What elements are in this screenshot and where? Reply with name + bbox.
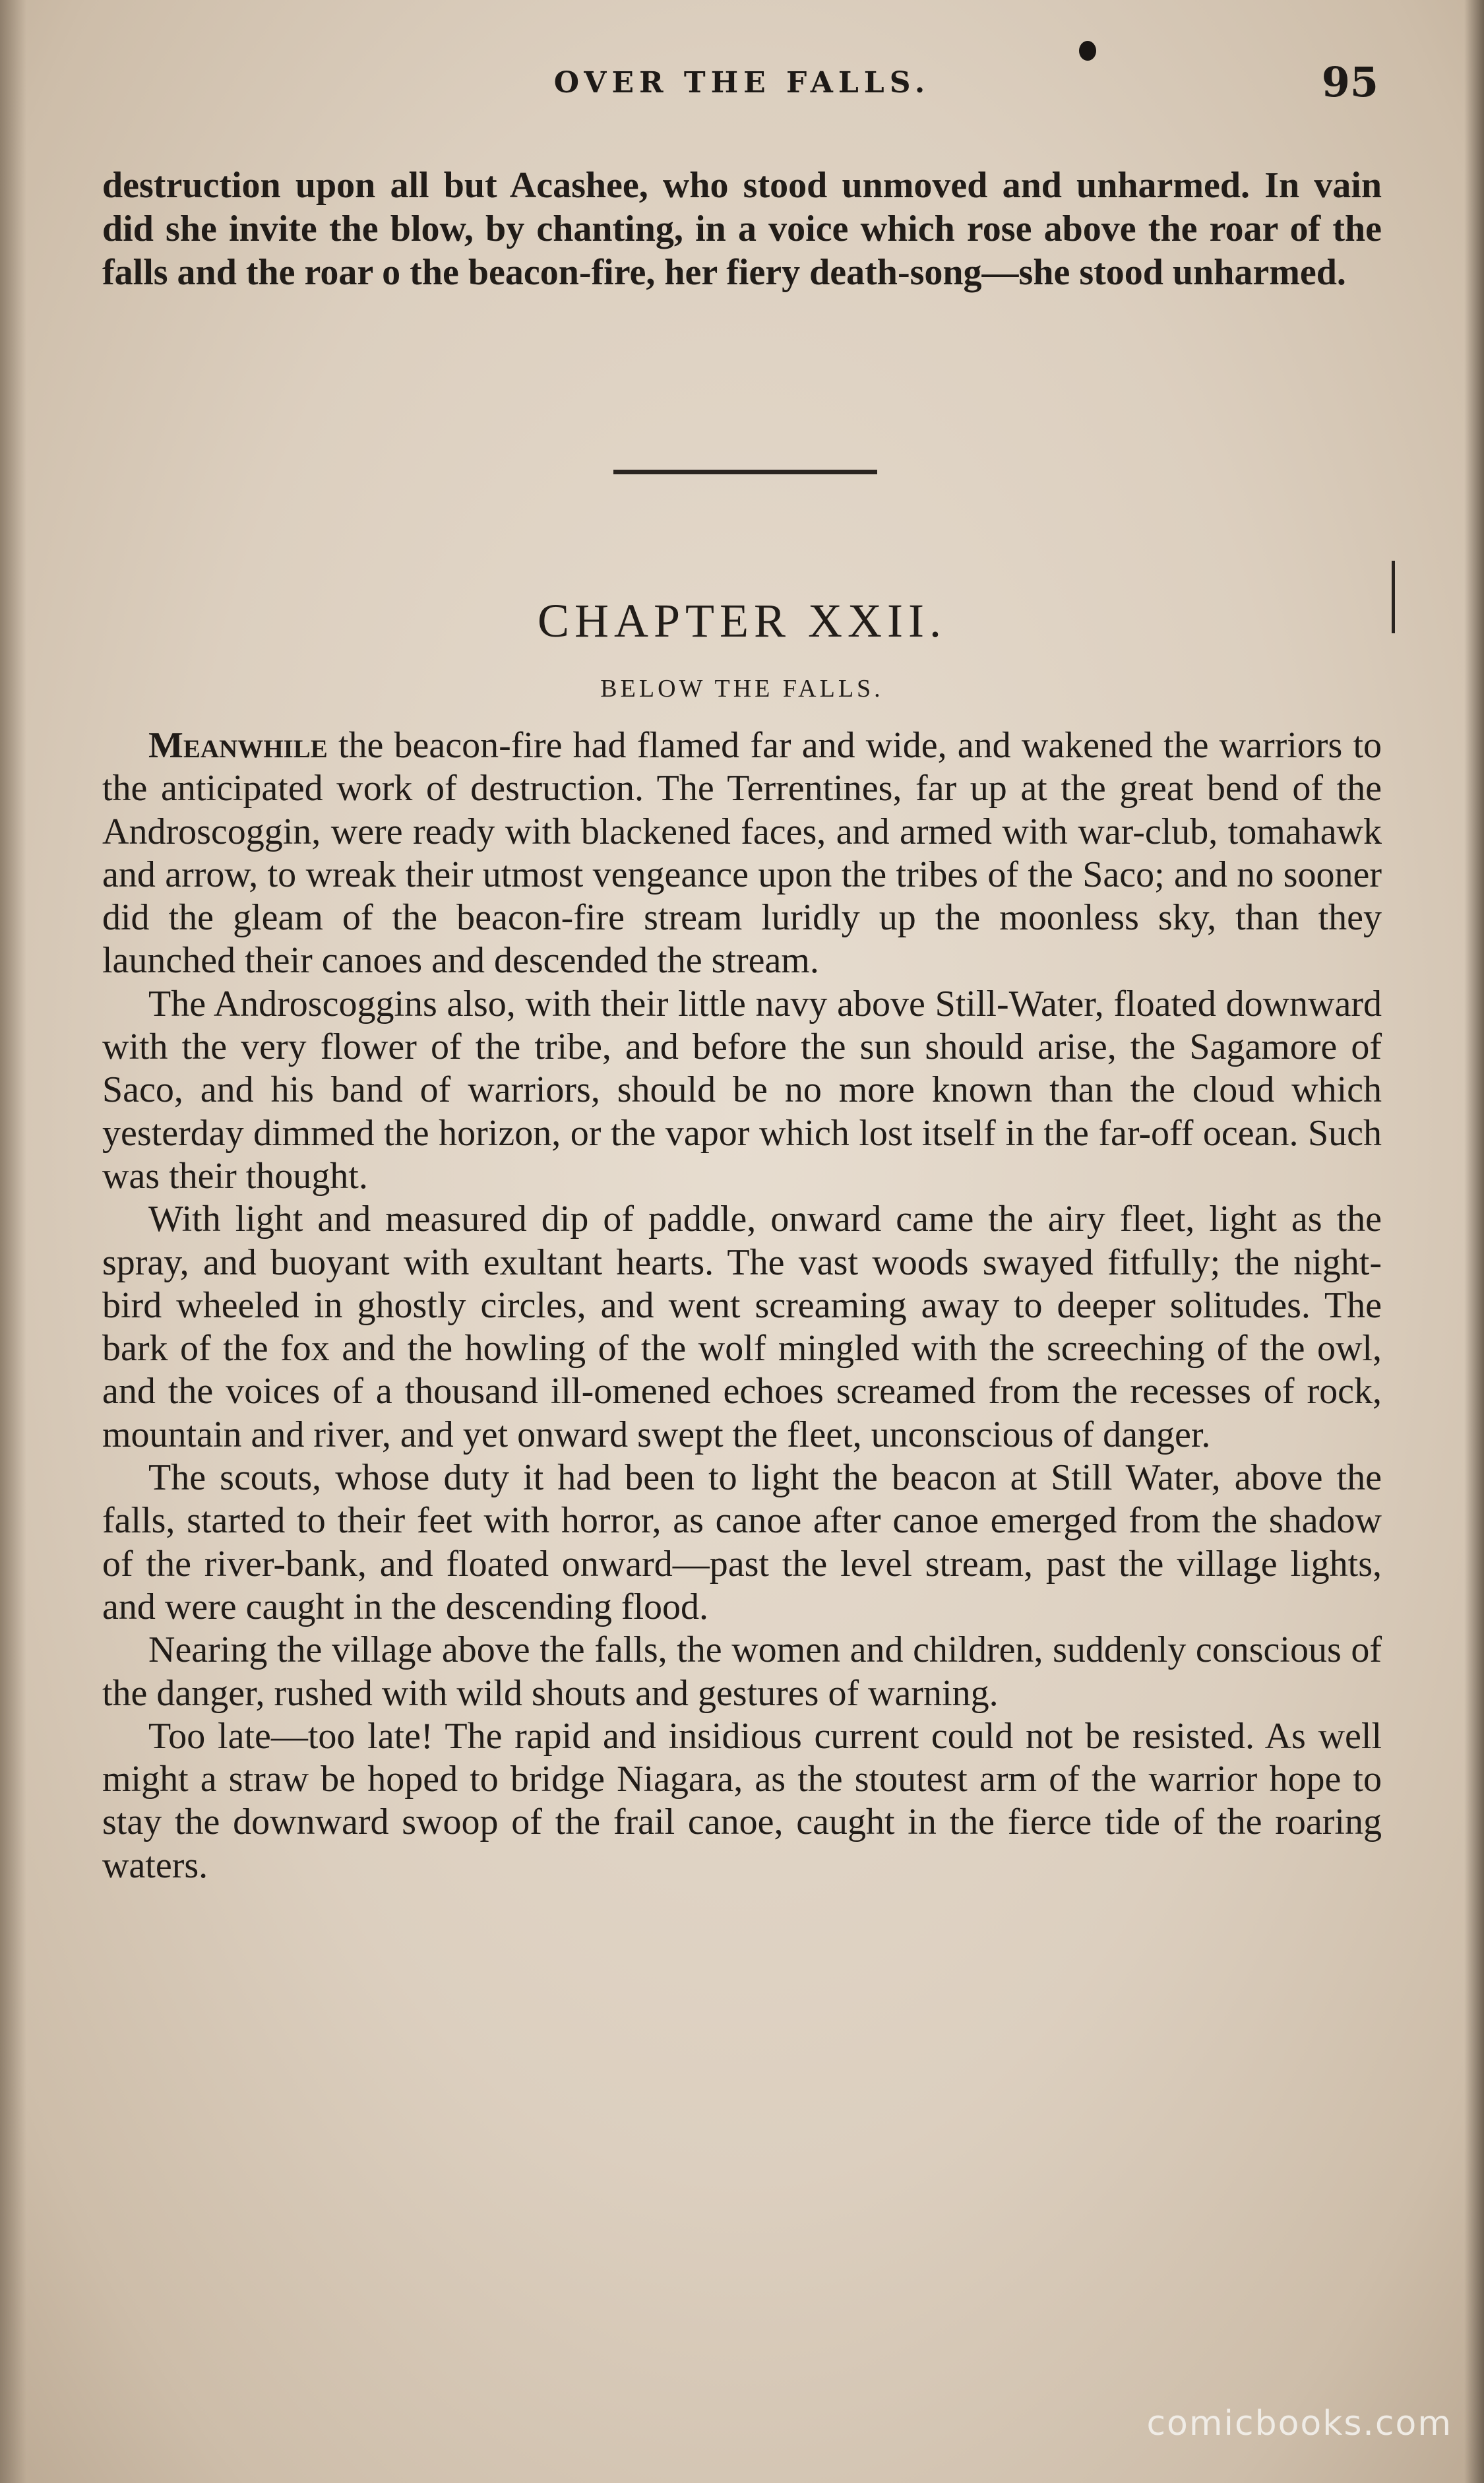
running-head: OVER THE FALLS.	[553, 66, 931, 100]
watermark: comicbooks.com	[1146, 2404, 1452, 2443]
chapter-body	[102, 724, 1382, 1887]
section-divider-rule	[613, 470, 877, 474]
paragraph-4: The scouts, whose duty it had been to light the beacon at Still Water, above the falls, started to their feet with horror, as canoe after canoe emerged from the shadow of the river-bank, and floated onward—past the level stream, past the village lights, and were caught in the descending flood.	[102, 1457, 1382, 1627]
ink-spot	[1079, 41, 1096, 61]
chapter-title: CHAPTER XXII.	[538, 594, 946, 647]
page-edge-shadow-left	[0, 0, 26, 2483]
paragraph-5: Nearing the village above the falls, the women and children, suddenly conscious of the danger, rushed with wild shouts and gestures of warning.	[102, 1629, 1382, 1714]
continuation-paragraph: destruction upon all but Acashee, who stood unmoved and unharmed. In vain did she invite the blow, by chanting, in a voice which rose above the roar of the falls and the roar o the beacon-fire, her fiery death-song—she stood unharmed.	[102, 165, 1382, 293]
paragraph-6: Too late—too late! The rapid and insidious current could not be resisted. As well might a straw be hoped to bridge Niagara, as the stoutest arm of the warrior hope to stay the downward swoop of the frail canoe, caught in the fierce tide of the roaring waters.	[102, 1715, 1382, 1886]
page-number: 95	[1321, 58, 1378, 106]
paragraph-1	[102, 724, 1382, 983]
paragraph-text: the beacon-fire had flamed far and wide, and wakened the warriors to the anticipated work of destruction. The Terrentines, far up at the great bend of the Androscoggin, were ready with blackened faces, and armed with war-club, tomahawk and arrow, to wreak their utmost vengeance upon the tribes of the Saco; and no sooner did the gleam of the beacon-fire stream luridly up the moonless sky, than they launched their canoes and descended the stream.	[102, 725, 1382, 982]
page-edge-shadow-right	[1464, 0, 1484, 2483]
paragraph-lead-word: Meanwhile	[148, 725, 328, 766]
paragraph-3: With light and measured dip of paddle, onward came the airy fleet, light as the spray, and buoyant with exultant hearts. The vast woods swayed fitfully; the night-bird wheeled in ghostly circles, and went screaming away to deeper solitudes. The bark of the fox and the howling of the wolf mingled with the screeching of the owl, and the voices of a thousand ill-omened echoes screamed from the recesses of rock, mountain and river, and yet onward swept the fleet, unconscious of danger.	[102, 1199, 1382, 1455]
chapter-subtitle: BELOW THE FALLS.	[600, 675, 884, 703]
paragraph-2: The Androscoggins also, with their little navy above Still-Water, floated downward with the very flower of the tribe, and before the sun should arise, the Sagamore of Saco, and his band of warriors, should be no more known than the cloud which yesterday dimmed the horizon, or the vapor which lost itself in the far-off ocean. Such was their thought.	[102, 983, 1382, 1197]
